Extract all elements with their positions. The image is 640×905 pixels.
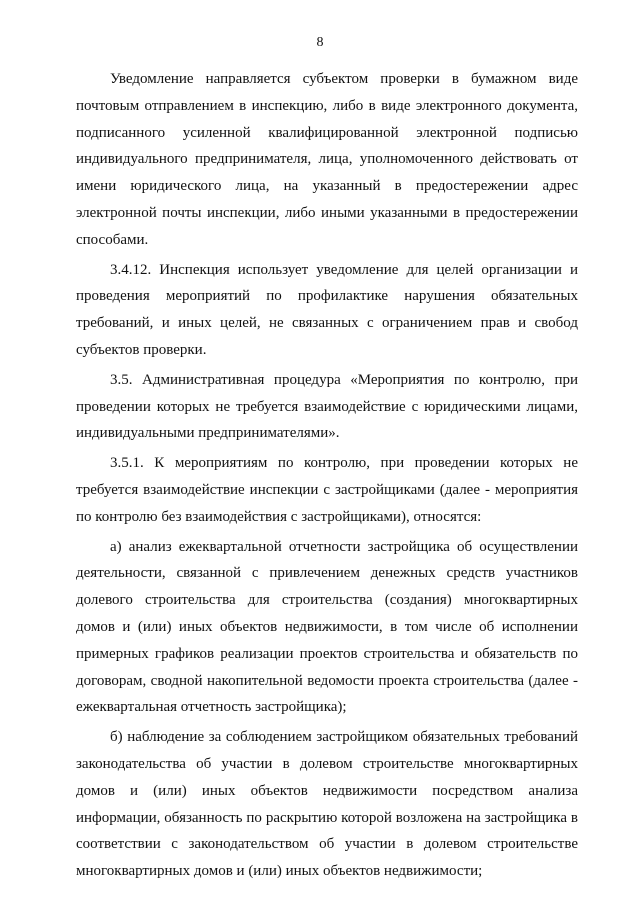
paragraph-3-4-12: 3.4.12. Инспекция использует уведомление для целей организации и проведения мероприятий по профилактике нарушения обязательных требований, и иных целей, не связанных с ограничением прав и свобод субъектов проверки. [76, 261, 578, 358]
document-body [76, 66, 578, 888]
paragraph-item-a: а) анализ ежеквартальной отчетности застройщика об осуществлении деятельности, связанной с привлечением денежных средств участников долевого строительства для строительства (создания) многоквартирных домов и (или) иных объектов недвижимости, в том числе об исполнении примерных графиков реализации проектов строительства и обязательств по договорам, сводной накопительной ведомости проекта строительства (далее - ежеквартальная отчетность застройщика); [76, 538, 578, 716]
paragraph-3-5-1: 3.5.1. К мероприятиям по контролю, при проведении которых не требуется взаимодействие инспекции с застройщиками (далее - мероприятия по контролю без взаимодействия с застройщиками), относятся: [76, 455, 578, 525]
page-number: 8 [316, 35, 324, 50]
paragraph-notification-delivery: Уведомление направляется субъектом проверки в бумажном виде почтовым отправлением в инспекцию, либо в виде электронного документа, подписанного усиленной квалифицированной электронной подписью индивидуального предпринимателя, лица, уполномоченного действовать от имени юридического лица, на указанный в предостережении адрес электронной почты инспекции, либо иными указанными в предостережении способами. [76, 71, 578, 248]
paragraph-3-5: 3.5. Административная процедура «Мероприятия по контролю, при проведении которых не требуется взаимодействие с юридическими лицами, индивидуальными предпринимателями». [76, 371, 578, 442]
paragraph-item-b: б) наблюдение за соблюдением застройщиком обязательных требований законодательства об участии в долевом строительстве многоквартирных домов и (или) иных объектов недвижимости посредством анализа информации, обязанность по раскрытию которой возложена на застройщика в соответствии с законодательством об участии в долевом строительстве многоквартирных домов и (или) иных объектов недвижимости; [76, 729, 578, 880]
